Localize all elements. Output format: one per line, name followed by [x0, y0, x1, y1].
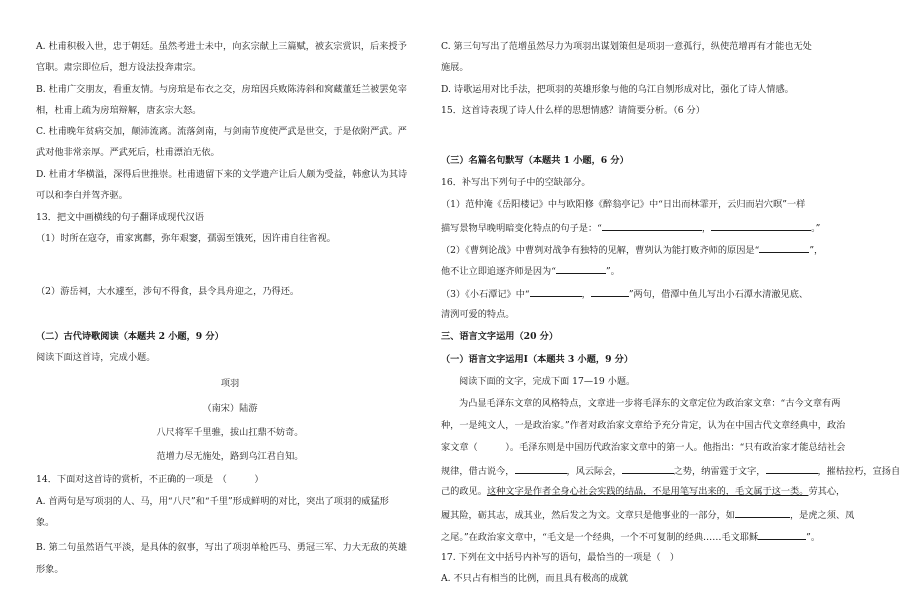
q16-item-2-quote: ”，: [809, 245, 824, 256]
q16-item-2-line-2: [441, 264, 833, 278]
question-13: 13．把文中画横线的句子翻译成现代汉语: [36, 212, 204, 223]
fill-blank[interactable]: [622, 464, 674, 474]
passage-4-b: ，风云际会，: [566, 466, 622, 477]
fill-blank[interactable]: [758, 530, 806, 540]
fill-blank[interactable]: [735, 508, 790, 518]
fill-blank[interactable]: [530, 287, 582, 297]
passage-line-7: [441, 530, 833, 544]
passage-6-b: ，是虎之须、凤: [790, 510, 855, 521]
option-c-line-1: C. 杜甫晚年贫病交加，颠沛流离。流落剑南，与剑南节度使严武是世交，于是依附严武。严: [36, 126, 407, 137]
option-a-line-2: 官职。肃宗即位后，想方设法投奔肃宗。: [36, 62, 202, 73]
q16-item-1-text: 描写景物早晚明暗变化特点的句子是：“: [441, 223, 602, 234]
q14-option-a-line-1: A. 首两句是写项羽的人、马，用“八尺”和“千里”形成鲜明的对比，突出了项羽的威猛形: [36, 496, 389, 507]
fill-blank[interactable]: [759, 243, 809, 253]
fill-blank[interactable]: [515, 464, 567, 474]
section-recitation-heading: （三）名篇名句默写（本题共 1 小题，6 分）: [441, 155, 629, 166]
passage-line-6: [441, 508, 855, 522]
q16-item-2-text-2: 他不让立即追逐齐师是因为“: [441, 266, 556, 277]
question-16: 16．补写出下列句子中的空缺部分。: [441, 177, 591, 188]
passage-5-a: 己的政见。: [441, 486, 487, 497]
question-17: 17. 下列在文中括号内补写的语句，最恰当的一项是（ ）: [441, 552, 680, 563]
question-13-item-2: （2）游岳祠，大水遽至，涉旬不得食，县令具舟迎之，乃得还。: [36, 286, 300, 297]
part-3-heading: 三、语言文字运用（20 分）: [441, 331, 559, 342]
reading-instruction: 阅读下面的文字，完成下面 17—19 小题。: [459, 376, 636, 387]
q17-option-a: A. 不只占有相当的比例，而且具有极高的成就: [441, 573, 629, 584]
passage-4-d: ，摧枯拉朽，宣扬自: [817, 466, 900, 477]
fill-blank[interactable]: [556, 264, 606, 274]
q14-option-d: D. 诗歌运用对比手法，把项羽的英雄形象与他的乌江自刎形成对比，强化了诗人情感。: [441, 84, 794, 95]
passage-4-a: 规律，借古说今，: [441, 466, 515, 477]
q16-item-3-comma: ，: [581, 289, 591, 300]
right-column: [441, 0, 900, 607]
q14-option-b-line-2: 形象。: [36, 564, 64, 575]
passage-line-2: 种，一是纯文人，一是政治家。”作者对政治家文章给予充分肯定，认为在中国古代文章经典中，政治: [441, 420, 846, 431]
column-gutter: [430, 0, 431, 607]
option-b-line-1: B. 杜甫广交朋友，看重友情。与房琯是布衣之交，房琯因兵败陈涛斜和窝藏董廷兰被罢免宰: [36, 84, 407, 95]
option-d-line-2: 可以和李白并驾齐驱。: [36, 190, 128, 201]
section-poetry-heading: （二）古代诗歌阅读（本题共 2 小题，9 分）: [36, 331, 224, 342]
fill-blank[interactable]: [602, 221, 702, 231]
q16-item-2-text: （2）《曹刿论战》中曹刿对战争有独特的见解，曹刿认为能打败齐师的原因是“: [441, 245, 760, 256]
q16-item-3-line-1: [441, 287, 833, 301]
q14-option-c-line-2: 施展。: [441, 62, 469, 73]
passage-line-5: [441, 486, 846, 498]
q14-option-b-line-1: B. 第二句虽然语气平淡，是具体的叙事，写出了项羽单枪匹马、勇冠三军、力大无敌的英雄: [36, 542, 407, 553]
fill-blank[interactable]: [766, 464, 818, 474]
poem-author: （南宋）陆游: [202, 403, 258, 414]
question-15: 15．这首诗表现了诗人什么样的思想情感？请简要分析。（6 分）: [441, 105, 705, 116]
option-d-line-1: D. 杜甫才华横溢，深得后世推崇。杜甫遗留下来的文学遗产让后人颇为受益，韩愈认为其诗: [36, 169, 408, 180]
fill-blank[interactable]: [711, 221, 811, 231]
passage-4-c: 之势，纳雷霆于文字，: [673, 466, 766, 477]
q16-item-1-end: 。”: [811, 223, 821, 234]
passage-6-a: 履其险，砺其志，成其业，然后发之为文。文章只是他事业的一部分，如: [441, 510, 735, 521]
subsection-heading: （一）语言文字运用Ⅰ（本题共 3 小题，9 分）: [441, 354, 634, 365]
left-column: [36, 0, 424, 607]
q16-item-1-comma: ，: [701, 223, 712, 234]
question-13-item-1: （1）时所在寇夺，甫家寓鄜，弥年艰窭，孺弱至饿死，因许甫自往省视。: [36, 233, 336, 244]
poem-title: 项羽: [220, 378, 240, 389]
q16-item-3-line-2: 清洌可爱的特点。: [441, 309, 515, 320]
q16-item-1-line-2: [441, 221, 833, 235]
q16-item-1-line-1: （1）范仲淹《岳阳楼记》中与欧阳修《醉翁亭记》中“日出而林霏开，云归而岩穴暝”一样: [441, 199, 806, 210]
q16-item-2-line-1: [441, 243, 833, 257]
q16-item-3-text-2: ”两句，借潭中鱼儿写出小石潭水清澈见底、: [628, 289, 809, 300]
q14-option-a-line-2: 象。: [36, 517, 55, 528]
poem-line-1: 八尺将军千里骓，拔山扛鼎不妨奇。: [156, 427, 304, 438]
underlined-sentence: 这种文字是作者全身心社会实践的结晶，不是用笔写出来的，毛文属于这一类。: [486, 486, 809, 497]
option-c-line-2: 武对他非常亲厚。严武死后，杜甫漂泊无依。: [36, 147, 220, 158]
option-b-line-2: 相，杜甫上疏为房琯辩解，唐玄宗大怒。: [36, 105, 202, 116]
passage-line-4: [441, 464, 900, 478]
poetry-intro: 阅读下面这首诗，完成小题。: [36, 352, 156, 363]
passage-line-3: 家文章（ ）。毛泽东则是中国历代政治家文章中的第一人。他指出：“只有政治家才能总结社会: [441, 442, 846, 453]
q16-item-2-end: ”。: [605, 266, 620, 277]
option-a-line-1: A. 杜甫积极入世，忠于朝廷。虽然考进士未中，向玄宗献上三篇赋，被玄宗赏识，后来授予: [36, 41, 407, 52]
fill-blank[interactable]: [591, 287, 629, 297]
q16-item-3-text: （3）《小石潭记》中“: [441, 289, 530, 300]
passage-7-a: 之尾。”在政治家文章中，“毛文是一个经典，一个不可复制的经典……毛文耶稣: [441, 532, 759, 543]
poem-line-2: 范增力尽无施处，路到乌江君自知。: [156, 451, 304, 462]
passage-5-c: 劳其心，: [808, 486, 846, 497]
passage-7-b: ”。: [806, 532, 821, 543]
q14-option-c-line-1: C. 第三句写出了范增虽然尽力为项羽出谋划策但是项羽一意孤行，纵使范增再有才能也无处: [441, 41, 812, 52]
passage-line-1: 为凸显毛泽东文章的风格特点，文章进一步将毛泽东的文章定位为政治家文章：“古今文章有两: [459, 398, 841, 409]
question-14: 14．下面对这首诗的赏析，不正确的一项是 （ ）: [36, 474, 264, 485]
